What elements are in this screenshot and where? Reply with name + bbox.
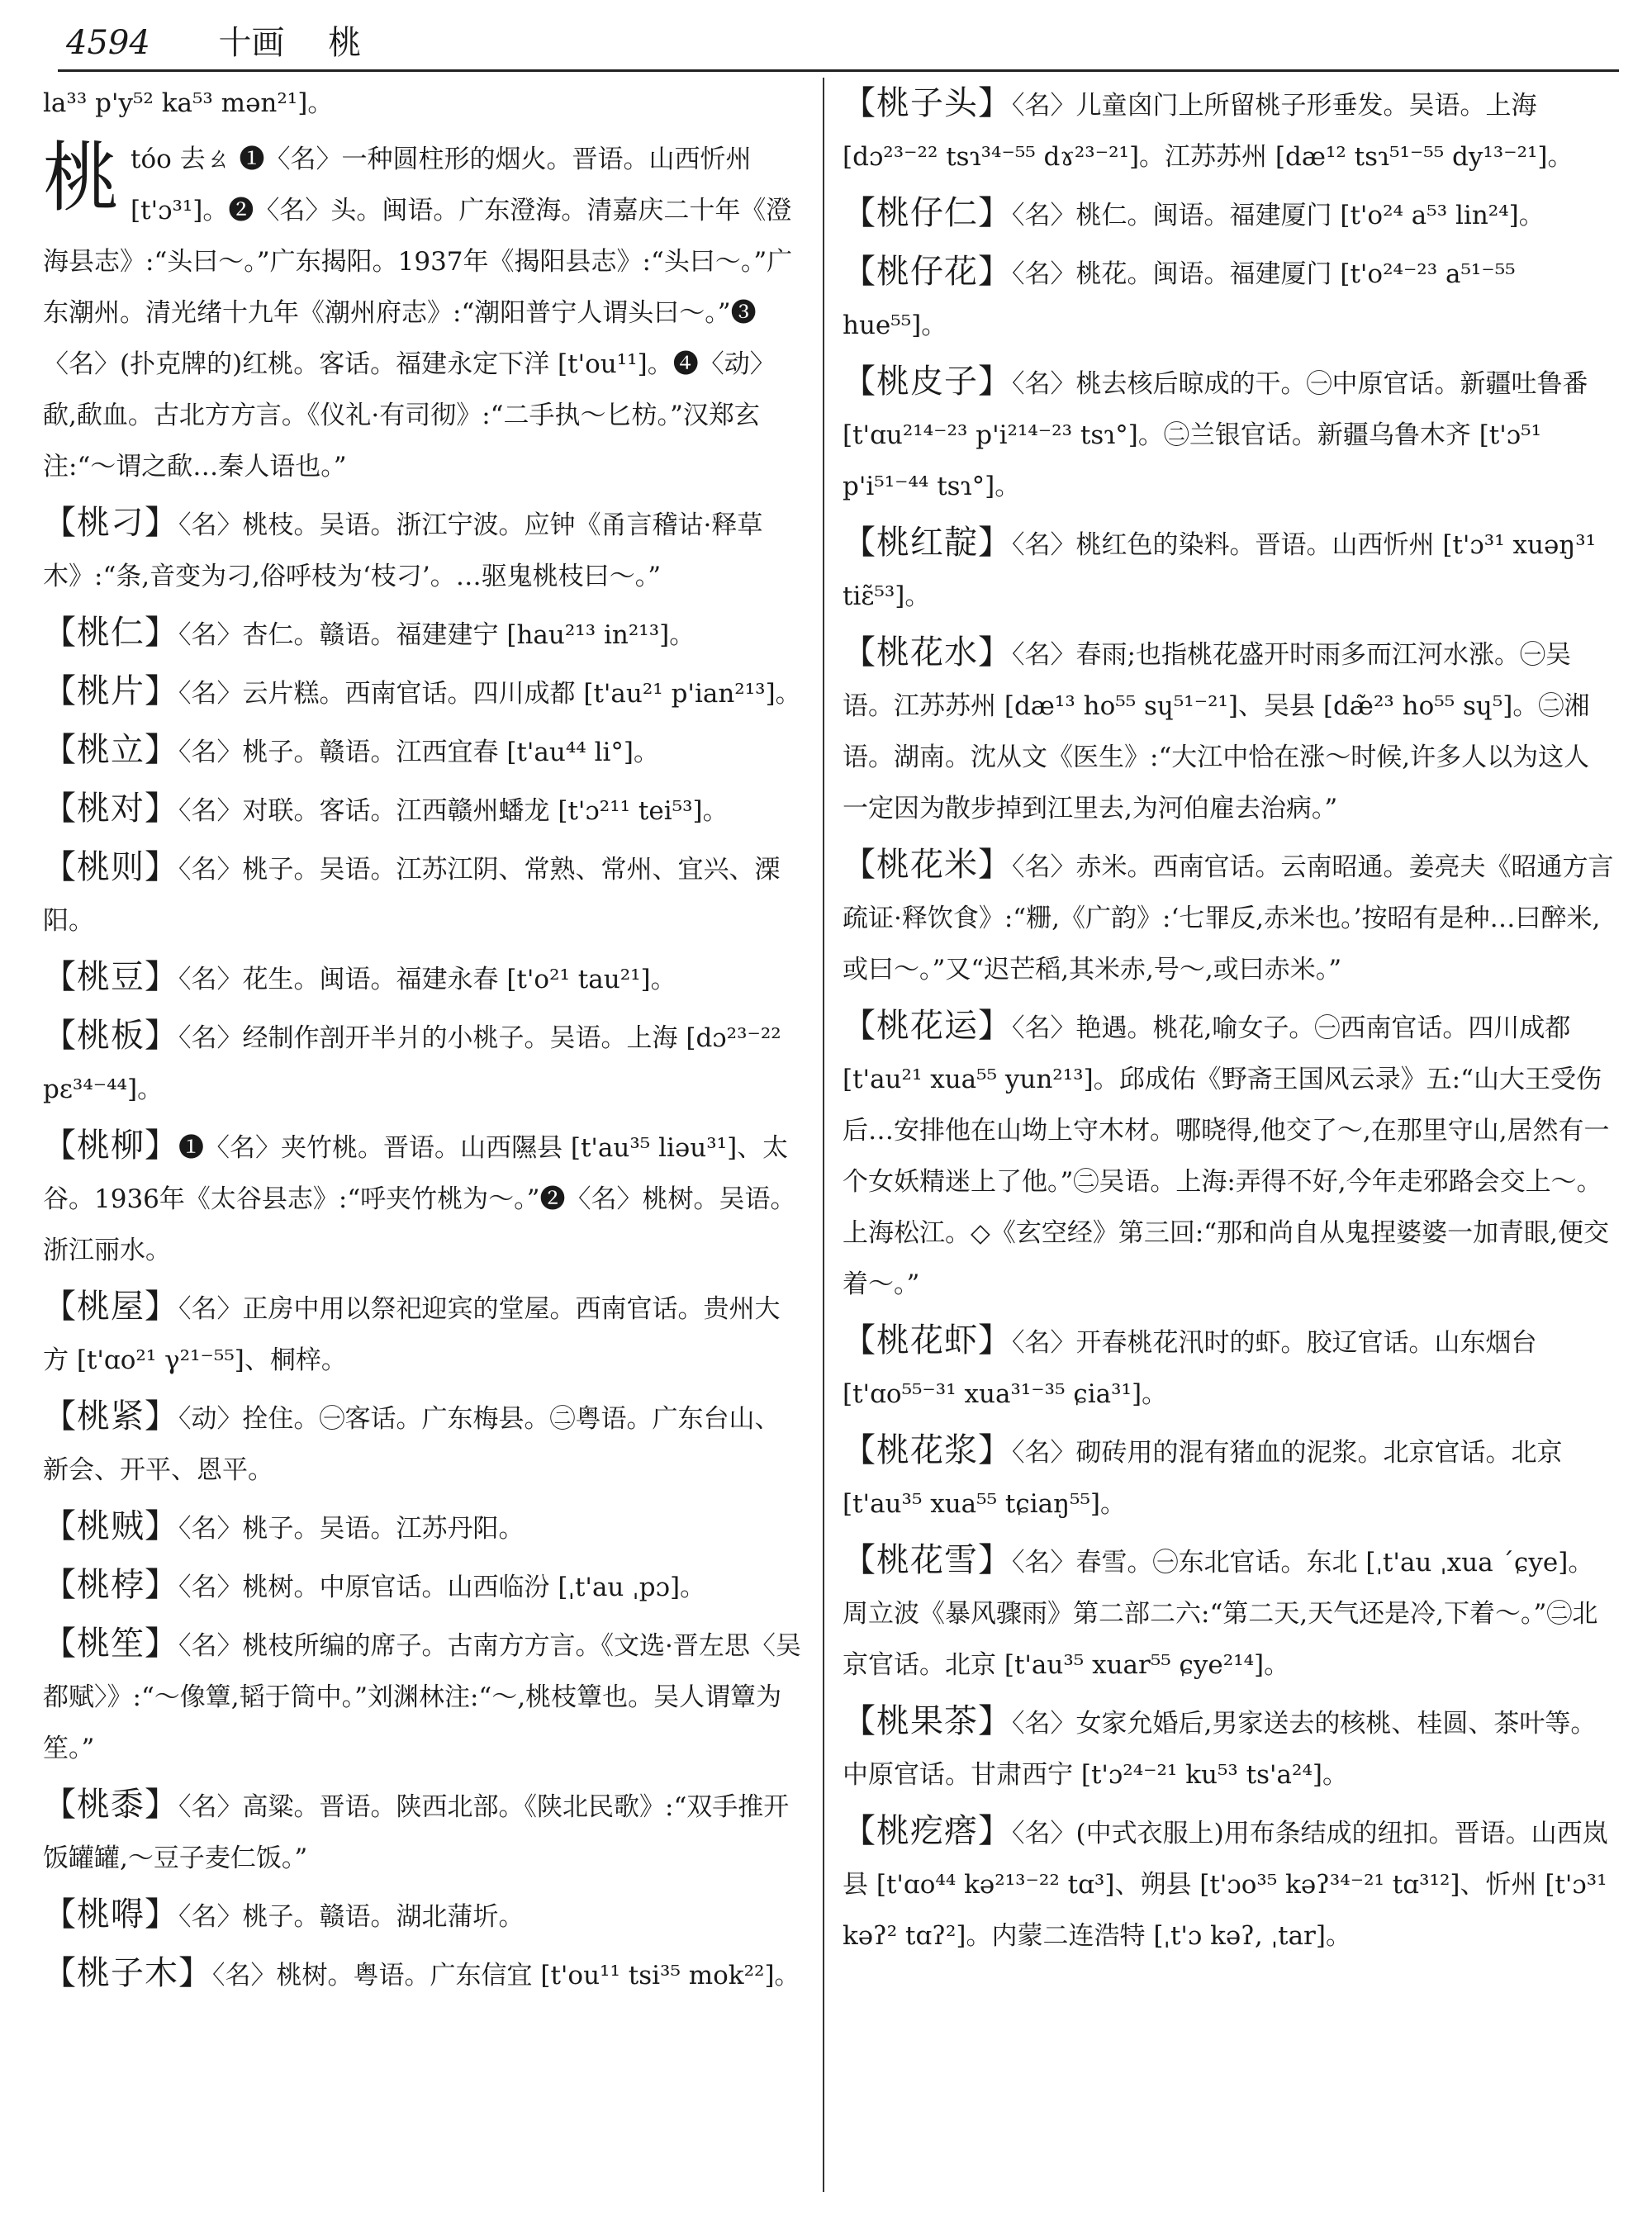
entry-taoliu — [43, 1120, 803, 1276]
entry-taozaihua — [843, 246, 1615, 351]
entry-taozairen — [843, 187, 1615, 241]
headword: 【桃花米】 — [843, 846, 1012, 884]
entry-taosheng — [43, 1618, 803, 1774]
definition: 〈名〉桃红色的染料。晋语。山西忻州 [t'ɔ³¹ xuəŋ³¹ tiɛ̃⁵³]。 — [843, 530, 1597, 611]
entry-taozei — [43, 1501, 803, 1554]
definition: 〈名〉桃仁。闽语。福建厦门 [t'o²⁴ a⁵³ lin²⁴]。 — [1012, 201, 1545, 230]
definition: 〈名〉正房中用以祭祀迎宾的堂屋。西南官话。贵州大方 [t'ɑo²¹ γ²¹⁻⁵⁵]、桐梓。 — [43, 1294, 781, 1375]
definition: 〈名〉桃子。吴语。江苏江阴、常熟、常州、宜兴、溧阳。 — [43, 855, 781, 936]
definition: 〈名〉艳遇。桃花,喻女子。㊀西南官话。四川成都 [t'au²¹ xua⁵⁵ yun²¹³]。邱成佑《野斋王国风云录》五:“山大王受伤后…安排他在山坳上守木材。哪晓得,他交了～,在那里守山,居然有一个女妖精迷上了他。”㊁吴语。上海:弄得不好,今年走邪路会交上～。上海松江。◇《玄空经》第三回:“那和尚自从鬼捏婆婆一加青眼,便交着～。” — [843, 1013, 1610, 1299]
definition: 〈名〉儿童囟门上所留桃子形垂发。吴语。上海 [dɔ²³⁻²² tsɿ³⁴⁻⁵⁵ dɤ²³⁻²¹]。江苏苏州 [dæ¹² tsɿ⁵¹⁻⁵⁵ dy¹³⁻²¹]。 — [843, 91, 1574, 172]
entry-taobo — [43, 1559, 803, 1613]
headword: 【桃屋】 — [43, 1288, 178, 1326]
header-rule — [58, 69, 1619, 72]
definition: 〈名〉桃子。吴语。江苏丹阳。 — [178, 1514, 525, 1544]
definition: 〈名〉桃花。闽语。福建厦门 [t'o²⁴⁻²³ a⁵¹⁻⁵⁵ hue⁵⁵]。 — [843, 259, 1516, 340]
headword: 【桃柳】 — [43, 1127, 178, 1165]
headword: 【桃则】 — [43, 848, 178, 886]
headword: 【桃仁】 — [43, 614, 178, 652]
headword: 【桃仔花】 — [843, 253, 1012, 291]
main-entry — [43, 134, 803, 492]
definition: 〈名〉桃树。中原官话。山西临汾 [ˌt'au ˌpɔ]。 — [178, 1573, 706, 1602]
definition: 〈名〉高粱。晋语。陕西北部。《陕北民歌》:“双手推开饭罐罐,～豆子麦仁饭。” — [43, 1792, 790, 1873]
entry-taohuashui — [843, 627, 1615, 834]
headword: 【桃果茶】 — [843, 1702, 1012, 1740]
entry-taoren — [43, 607, 803, 661]
definition: 〈名〉经制作剖开半爿的小桃子。吴语。上海 [dɔ²³⁻²² pɛ³⁴⁻⁴⁴]。 — [43, 1023, 781, 1104]
header-character: 桃 — [328, 24, 362, 62]
definition: 〈名〉春雨;也指桃花盛开时雨多而江河水涨。㊀吴语。江苏苏州 [dæ¹³ ho⁵⁵ sɥ⁵¹⁻²¹]、吴县 [dæ̃²³ ho⁵⁵ sɥ⁵]。㊁湘语。湖南。沈从文《医生》:“大江中恰在涨～时候,许多人以为这人一定因为散步掉到江里去,为河伯雇去治病。” — [843, 640, 1590, 823]
entry-taopizi — [843, 356, 1615, 512]
entry-taoguocha — [843, 1696, 1615, 1801]
definition: 〈名〉春雪。㊀东北官话。东北 [ˌt'au ˌxua ˊɕye]。周立波《暴风骤雨》第二部二六:“第二天,天气还是冷,下着～。”㊁北京官话。北京 [t'au³⁵ xuar⁵⁵ ɕye²¹⁴]。 — [843, 1548, 1598, 1680]
definition: 〈名〉桃子。赣语。江西宜春 [t'au⁴⁴ li°]。 — [178, 738, 660, 767]
definition: 〈名〉桃子。赣语。湖北蒲圻。 — [178, 1902, 525, 1932]
headword: 【桃花运】 — [843, 1007, 1012, 1045]
headword: 【桃紧】 — [43, 1397, 178, 1435]
headword: 【桃皮子】 — [843, 363, 1012, 401]
entry-taodiao — [43, 497, 803, 602]
definition: 〈名〉花生。闽语。福建永春 [t'o²¹ tau²¹]。 — [178, 965, 676, 994]
headword: 【桃片】 — [43, 672, 178, 710]
headword: 【桃黍】 — [43, 1786, 178, 1824]
section-label: 十画 — [218, 24, 285, 62]
entry-taohuaxia — [843, 1315, 1615, 1420]
headword: 【桃花水】 — [843, 633, 1012, 671]
definition: 〈名〉云片糕。西南官话。四川成都 [t'au²¹ p'ian²¹³]。 — [178, 679, 801, 709]
entry-taozitou — [843, 78, 1615, 183]
definition: ❶〈名〉夹竹桃。晋语。山西隰县 [t'au³⁵ liəu³¹]、太谷。1936年《太谷县志》:“呼夹竹桃为～。”❷〈名〉桃树。吴语。浙江丽水。 — [43, 1133, 796, 1265]
entry-taozimu — [43, 1948, 803, 2001]
definition: 〈名〉对联。客话。江西赣州蟠龙 [t'ɔ²¹¹ tei⁵³]。 — [178, 796, 729, 826]
definition: 〈名〉桃树。粤语。广东信宜 [t'ou¹¹ tsi³⁵ mok²²]。 — [212, 1961, 800, 1990]
page-number: 4594 — [66, 24, 150, 62]
headword: 【桃嘚】 — [43, 1896, 178, 1933]
headword: 【桃红靛】 — [843, 524, 1012, 562]
entry-taoshu — [43, 1779, 803, 1884]
entry-taopian — [43, 666, 803, 719]
definition: 〈动〉拴住。㊀客话。广东梅县。㊁粤语。广东台山、新会、开平、恩平。 — [43, 1404, 781, 1485]
left-column — [43, 78, 803, 2006]
entry-taohuayun — [843, 1000, 1615, 1310]
entry-taojin — [43, 1391, 803, 1496]
definition: 〈名〉女家允婚后,男家送去的核桃、桂圆、茶叶等。中原官话。甘肃西宁 [t'ɔ²⁴⁻²¹ ku⁵³ ts'a²⁴]。 — [843, 1709, 1597, 1790]
entry-taode — [43, 1889, 803, 1943]
definition: 〈名〉桃枝。吴语。浙江宁波。应钟《甬言稽诂·释草木》:“条,音变为刁,俗呼枝为‘枝刁’。…驱鬼桃枝曰～。” — [43, 510, 763, 591]
definition: 〈名〉开春桃花汛时的虾。胶辽官话。山东烟台 [t'ɑo⁵⁵⁻³¹ xua³¹⁻³⁵ ɕia³¹]。 — [843, 1328, 1537, 1409]
headword: 【桃对】 — [43, 790, 178, 828]
definition: 〈名〉赤米。西南官话。云南昭通。姜亮夫《昭通方言疏证·释饮食》:“粣,《广韵》:‘七罪反,赤米也。’按昭有是种…曰醉米,或曰～。”又“迟芒稻,其米赤,号～,或曰赤米。” — [843, 852, 1614, 985]
definition: 〈名〉(中式衣服上)用布条结成的纽扣。晋语。山西岚县 [t'ɑo⁴⁴ kə²¹³⁻²² tɑ³]、朔县 [t'ɔo³⁵ kəʔ³⁴⁻²¹ tɑ³¹²]、忻州 [t'ɔ³¹ kəʔ² tɑʔ²]。内蒙二连浩特 [ˌt'ɔ kəʔ, ˌtar]。 — [843, 1819, 1608, 1951]
headword: 【桃花雪】 — [843, 1541, 1012, 1579]
headword: 【桃豆】 — [43, 958, 178, 996]
definition: 〈名〉杏仁。赣语。福建建宁 [hau²¹³ in²¹³]。 — [178, 620, 695, 650]
headword: 【桃立】 — [43, 731, 178, 769]
entry-taogeda — [843, 1805, 1615, 1962]
headword: 【桃子木】 — [43, 1954, 212, 1992]
headword: 【桃花浆】 — [843, 1431, 1012, 1469]
main-headword: 桃 — [43, 134, 120, 222]
headword: 【桃板】 — [43, 1017, 178, 1055]
definition: 〈名〉砌砖用的混有猪血的泥浆。北京官话。北京 [t'au³⁵ xua⁵⁵ tɕiaŋ⁵⁵]。 — [843, 1438, 1563, 1519]
entry-taowu — [43, 1281, 803, 1386]
entry-taoze — [43, 842, 803, 947]
headword: 【桃花虾】 — [843, 1321, 1012, 1359]
headword: 【桃贼】 — [43, 1507, 178, 1545]
headword: 【桃疙瘩】 — [843, 1812, 1012, 1850]
entry-taohuami — [843, 839, 1615, 995]
right-column — [843, 78, 1615, 1967]
entry-taodui — [43, 783, 803, 837]
definition: 〈名〉桃枝所编的席子。古南方方言。《文选·晋左思〈吴都赋〉》:“～像簟,韬于筒中。”刘渊林注:“～,桃枝簟也。吴人谓簟为笙。” — [43, 1631, 801, 1763]
headword: 【桃子头】 — [843, 84, 1012, 122]
column-divider — [823, 78, 824, 2192]
headword: 【桃桲】 — [43, 1566, 178, 1604]
entry-taohuaxue — [843, 1535, 1615, 1691]
main-entry-text: tóo 去ㄠ ❶〈名〉一种圆柱形的烟火。晋语。山西忻州 [t'ɔ³¹]。❷〈名〉头。闽语。广东澄海。清嘉庆二十年《澄海县志》:“头曰～。”广东揭阳。1937年《揭阳县志》:“头曰～。”广东潮州。清光绪十九年《潮州府志》:“潮阳普宁人谓头曰～。”❸〈名〉(扑克牌的)红桃。客话。福建永定下洋 [t'ou¹¹]。❹〈动〉歃,歃血。古北方方言。《仪礼·有司彻》:“二手执～匕枋。”汉郑玄注:“～谓之歃…秦人语也。” — [43, 145, 793, 482]
continuation-line: la³³ p'y⁵² ka⁵³ mən²¹]。 — [43, 88, 334, 118]
entry-taoban — [43, 1010, 803, 1115]
headword: 【桃仔仁】 — [843, 194, 1012, 232]
headword: 【桃刁】 — [43, 504, 178, 542]
page-header — [66, 18, 1619, 68]
entry-taohongdian — [843, 517, 1615, 622]
entry-taodou — [43, 951, 803, 1005]
entry-taohuajiang — [843, 1425, 1615, 1530]
definition: 〈名〉桃去核后晾成的干。㊀中原官话。新疆吐鲁番 [t'ɑu²¹⁴⁻²³ p'i²¹⁴⁻²³ tsɿ°]。㊁兰银官话。新疆乌鲁木齐 [t'ɔ⁵¹ p'i⁵¹⁻⁴⁴ tsɿ°]。 — [843, 369, 1588, 501]
entry-taoli — [43, 724, 803, 778]
headword: 【桃笙】 — [43, 1625, 178, 1663]
